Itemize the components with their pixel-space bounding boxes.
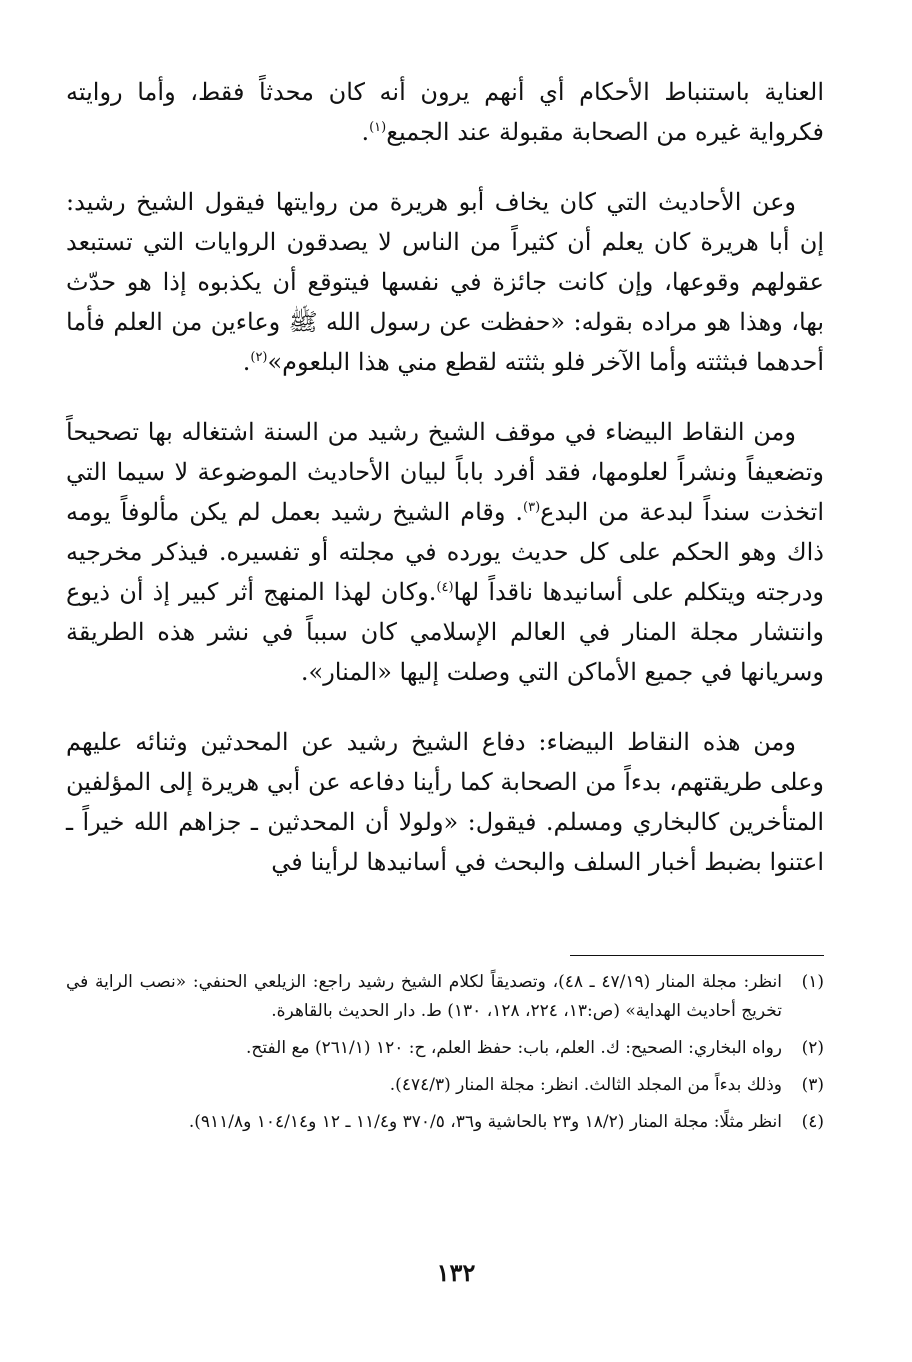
paragraph-3-text-b: . وقام الشيخ رشيد بعمل لم يكن مألوفاً يومه ذاك وهو الحكم على كل حديث يورده في مجلته أو تفسيره. فيذكر مخرجيه ودرجته ويتكلم على أسانيدها ناقداً لها <box>66 498 824 606</box>
footnote-4 <box>66 1108 824 1137</box>
footnote-number: (٤) <box>801 1112 824 1132</box>
footnote-ref-4[interactable]: (٤) <box>436 580 454 595</box>
footnote-ref-1[interactable]: (١) <box>369 120 387 135</box>
footnote-1 <box>66 968 824 1026</box>
paragraph-2-text: وعن الأحاديث التي كان يخاف أبو هريرة من روايتها فيقول الشيخ رشيد: إن أبا هريرة كان يعلم أن كثيراً من الناس لا يصدقون الروايات التي تستبعد عقولهم وقوعها، وإن كانت جائزة في نفسها فيتوقع أن يكذبوه إذا هو حدّث بها، وهذا هو مراده بقوله: «حفظت عن رسول الله ﷺ وعاءين من العلم فأما أحدهما فبثثته وأما الآخر فلو بثثته لقطع مني هذا البلعوم» <box>66 188 825 376</box>
footnote-3 <box>66 1071 824 1100</box>
footnote-text: انظر: مجلة المنار (٤٧/١٩ ـ ٤٨)، وتصديقاً لكلام الشيخ رشيد راجع: الزيلعي الحنفي: «نصب الراية في تخريج أحاديث الهداية» (ص:١٣، ٢٢٤، ١٢٨، ١٣٠) ط. دار الحديث بالقاهرة. <box>66 972 782 1021</box>
footnote-number: (٣) <box>801 1075 824 1095</box>
main-text <box>66 72 824 912</box>
footnote-number: (٢) <box>801 1038 824 1058</box>
footnote-text: رواه البخاري: الصحيح: ك. العلم، باب: حفظ العلم، ح: ١٢٠ (٢٦١/١) مع الفتح. <box>246 1038 782 1058</box>
paragraph-4 <box>66 722 824 882</box>
footnote-text: انظر مثلًا: مجلة المنار (١٨/٢ و٢٣ بالحاشية و٣٦، ٣٧٠/٥ و١١/٤ ـ ١٢ و١٠٤/١٤ و٩١١/٨). <box>188 1112 782 1132</box>
paragraph-2-end: . <box>242 348 251 376</box>
paragraph-1 <box>66 72 824 152</box>
paragraph-4-text: ومن هذه النقاط البيضاء: دفاع الشيخ رشيد عن المحدثين وثنائه عليهم وعلى طريقتهم، بدءاً من الصحابة كما رأينا دفاعه عن أبي هريرة إلى المؤلفين المتأخرين كالبخاري ومسلم. فيقول: «ولولا أن المحدثين ـ جزاهم الله خيراً ـ اعتنوا بضبط أخبار السلف والبحث في أسانيدها لرأينا في <box>66 728 824 876</box>
paragraph-3-text-a: ومن النقاط البيضاء في موقف الشيخ رشيد من السنة اشتغاله بها تصحيحاً وتضعيفاً ونشراً لعلومها، فقد أفرد باباً لبيان الأحاديث الموضوعة لا سيما التي اتخذت سنداً لبدعة من البدع <box>66 418 824 526</box>
footnote-number: (١) <box>801 972 824 992</box>
paragraph-1-end: . <box>361 118 370 146</box>
page-number: ١٣٢ <box>436 1258 476 1287</box>
paragraph-3 <box>66 412 824 692</box>
footnote-ref-2[interactable]: (٢) <box>250 350 268 365</box>
footnote-ref-3[interactable]: (٣) <box>523 500 541 515</box>
paragraph-2 <box>66 182 824 382</box>
footnote-text: وذلك بدءاً من المجلد الثالث. انظر: مجلة المنار (٤٧٤/٣). <box>389 1075 782 1095</box>
footnote-2 <box>66 1034 824 1063</box>
footnotes <box>66 968 824 1145</box>
footnote-divider <box>570 955 824 956</box>
paragraph-3-text-c: .وكان لهذا المنهج أثر كبير إذ أن ذيوع وانتشار مجلة المنار في العالم الإسلامي كان سبباً في نشر هذه الطريقة وسريانها في جميع الأماكن التي وصلت إليها «المنار». <box>66 578 824 686</box>
paragraph-1-text: العناية باستنباط الأحكام أي أنهم يرون أنه كان محدثاً فقط، وأما روايته فكرواية غيره من الصحابة مقبولة عند الجميع <box>66 78 824 146</box>
